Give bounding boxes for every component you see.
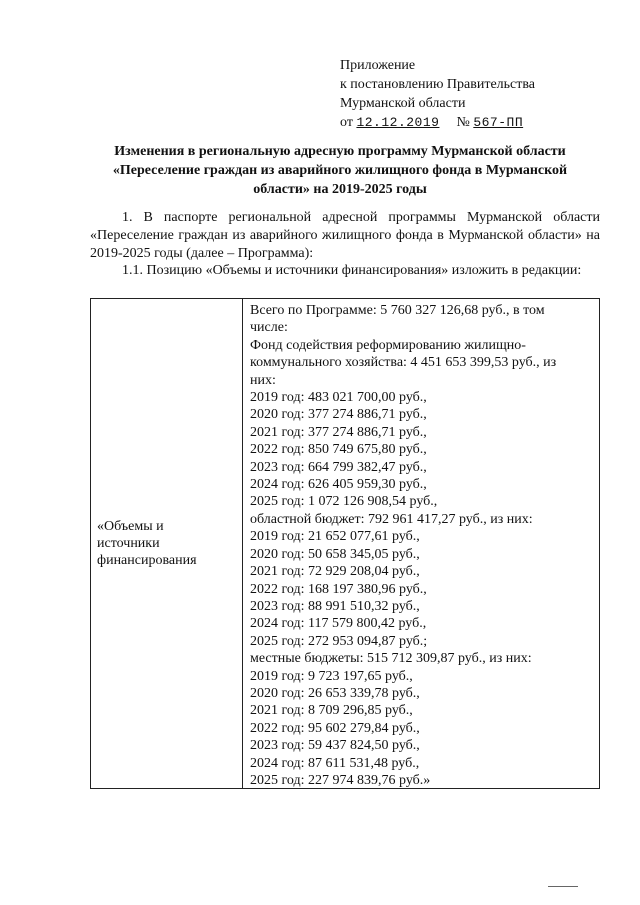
financing-line: 2023 год: 59 437 824,50 руб., [250,738,420,754]
financing-line: 2020 год: 377 274 886,71 руб., [250,407,427,423]
paragraph-1 [90,209,600,263]
appendix-line: Мурманской области [340,96,466,111]
date-prefix: от [340,115,353,130]
financing-line: 2019 год: 21 652 077,61 руб., [250,529,420,545]
label-line: «Объемы и [97,519,164,534]
financing-line: 2024 год: 626 405 959,30 руб., [250,477,427,493]
financing-line: 2019 год: 483 021 700,00 руб., [250,390,427,406]
label-line: источники [97,536,160,551]
title-line: «Переселение граждан из аварийного жилищного фонда в Мурманской [112,163,568,178]
financing-line: 2023 год: 664 799 382,47 руб., [250,459,427,475]
financing-line: 2022 год: 95 602 279,84 руб., [250,720,420,736]
financing-values-cell [243,299,599,788]
paragraph-1-1 [90,262,600,280]
financing-line: 2022 год: 850 749 675,80 руб., [250,442,427,458]
financing-line: 2020 год: 26 653 339,78 руб., [250,685,420,701]
appendix-block [340,56,535,132]
financing-line: 2023 год: 88 991 510,32 руб., [250,598,420,614]
financing-label-cell [91,299,243,788]
appendix-date-line [340,113,535,132]
decree-number: 567-ПП [473,115,524,130]
financing-line: 2025 год: 227 974 839,76 руб.» [250,772,431,788]
financing-line: 2024 год: 117 579 800,42 руб., [250,616,427,632]
paragraph-1-1-text: 1.1. Позицию «Объемы и источники финансирования» изложить в редакции: [122,263,582,278]
decree-date: 12.12.2019 [356,115,440,130]
appendix-line: Приложение [340,58,416,73]
financing-line: 2020 год: 50 658 345,05 руб., [250,546,420,562]
financing-line: областной бюджет: 792 961 417,27 руб., из них: [250,511,533,527]
financing-line: Всего по Программе: 5 760 327 126,68 руб., в том [250,303,545,318]
scan-mark-line [548,886,578,887]
title-line: области» на 2019-2025 годы [253,182,427,197]
document-title [80,142,600,199]
financing-line: коммунального хозяйства: 4 451 653 399,53 руб., из [250,355,557,371]
financing-line: 2025 год: 1 072 126 908,54 руб., [250,494,438,510]
financing-line: них: [250,372,276,388]
financing-line: 2021 год: 72 929 208,04 руб., [250,564,420,580]
financing-line: числе: [250,320,288,336]
financing-line: 2021 год: 377 274 886,71 руб., [250,424,427,440]
financing-line: 2022 год: 168 197 380,96 руб., [250,581,427,597]
paragraph-1-text: 1. В паспорте региональной адресной программы Мурманской области «Переселение граждан из аварийного жилищного фонда в Мурманской области» на 2019-2025 годы (далее – Программа): [90,210,600,261]
financing-table [90,298,600,789]
financing-line: 2024 год: 87 611 531,48 руб., [250,755,420,771]
financing-line: Фонд содействия реформированию жилищно- [250,337,526,353]
financing-line: местные бюджеты: 515 712 309,87 руб., из них: [250,651,532,667]
financing-line: 2019 год: 9 723 197,65 руб., [250,668,413,684]
label-line: финансирования [97,553,197,568]
financing-line: 2021 год: 8 709 296,85 руб., [250,703,413,719]
financing-line: 2025 год: 272 953 094,87 руб.; [250,633,428,649]
number-prefix: № [456,115,470,130]
title-line: Изменения в региональную адресную программу Мурманской области [114,144,566,159]
appendix-line: к постановлению Правительства [340,77,536,92]
